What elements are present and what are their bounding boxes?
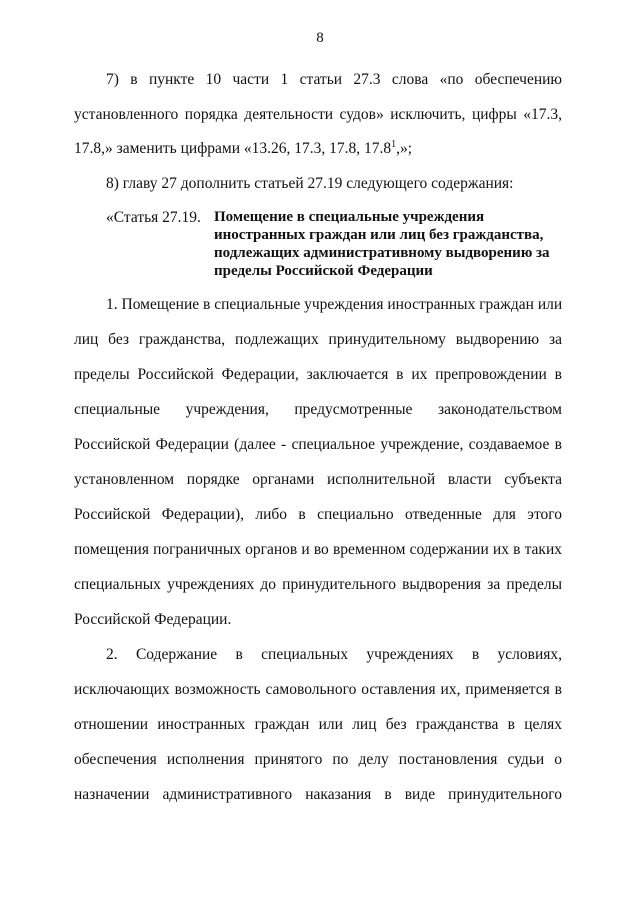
para-2-line-3: отношении иностранных граждан или лиц без гражданства в целях (74, 716, 562, 733)
article-title-line-4: пределы Российской Федерации (214, 263, 433, 279)
para-1-line-5: Российской Федерации (далее - специальное учреждение, создаваемое в (74, 436, 562, 453)
item-7-line-1: 7) в пункте 10 части 1 статьи 27.3 слова «по обеспечению (106, 71, 562, 88)
page-number: 8 (316, 30, 324, 46)
article-title-line-1: Помещение в специальные учреждения (214, 209, 485, 225)
item-7-line-3 (74, 140, 562, 158)
para-2-line-5: назначении административного наказания в виде принудительного (74, 786, 562, 803)
para-2-line-1: 2. Содержание в специальных учреждениях в условиях, (106, 646, 562, 663)
item-7-line-3-end: ,»; (396, 140, 413, 157)
item-8-line: 8) главу 27 дополнить статьей 27.19 следующего содержания: (106, 175, 514, 192)
para-1-line-10: Российской Федерации. (74, 611, 232, 628)
article-label: «Статья 27.19. (106, 209, 201, 226)
article-title-line-3: подлежащих административному выдворению за (214, 245, 550, 261)
para-1-line-3: пределы Российской Федерации, заключается в их препровождении в (74, 366, 562, 383)
para-1-line-9: специальных учреждениях до принудительного выдворения за пределы (74, 576, 562, 593)
para-1-line-2: лиц без гражданства, подлежащих принудительному выдворению за (74, 331, 562, 348)
para-2-line-2: исключающих возможность самовольного оставления их, применяется в (74, 681, 562, 698)
para-1-line-4: специальные учреждения, предусмотренные законодательством (74, 401, 562, 418)
para-1-line-1: 1. Помещение в специальные учреждения иностранных граждан или (106, 296, 563, 313)
para-1-line-8: помещения пограничных органов и во временном содержании их в таких (74, 541, 562, 558)
para-2-line-4: обеспечения исполнения принятого по делу постановления судьи о (74, 751, 562, 768)
item-7-line-2: установленного порядка деятельности судов» исключить, цифры «17.3, (74, 106, 562, 123)
para-1-line-6: установленном порядке органами исполнительной власти субъекта (74, 471, 562, 488)
superscript-one: 1 (391, 139, 397, 150)
para-1-line-7: Российской Федерации), либо в специально отведенные для этого (74, 506, 562, 523)
item-7-line-3-main: 17.8,» заменить цифрами «13.26, 17.3, 17.8, 17.8 (74, 140, 392, 157)
article-title-line-2: иностранных граждан или лиц без гражданства, (214, 227, 544, 243)
